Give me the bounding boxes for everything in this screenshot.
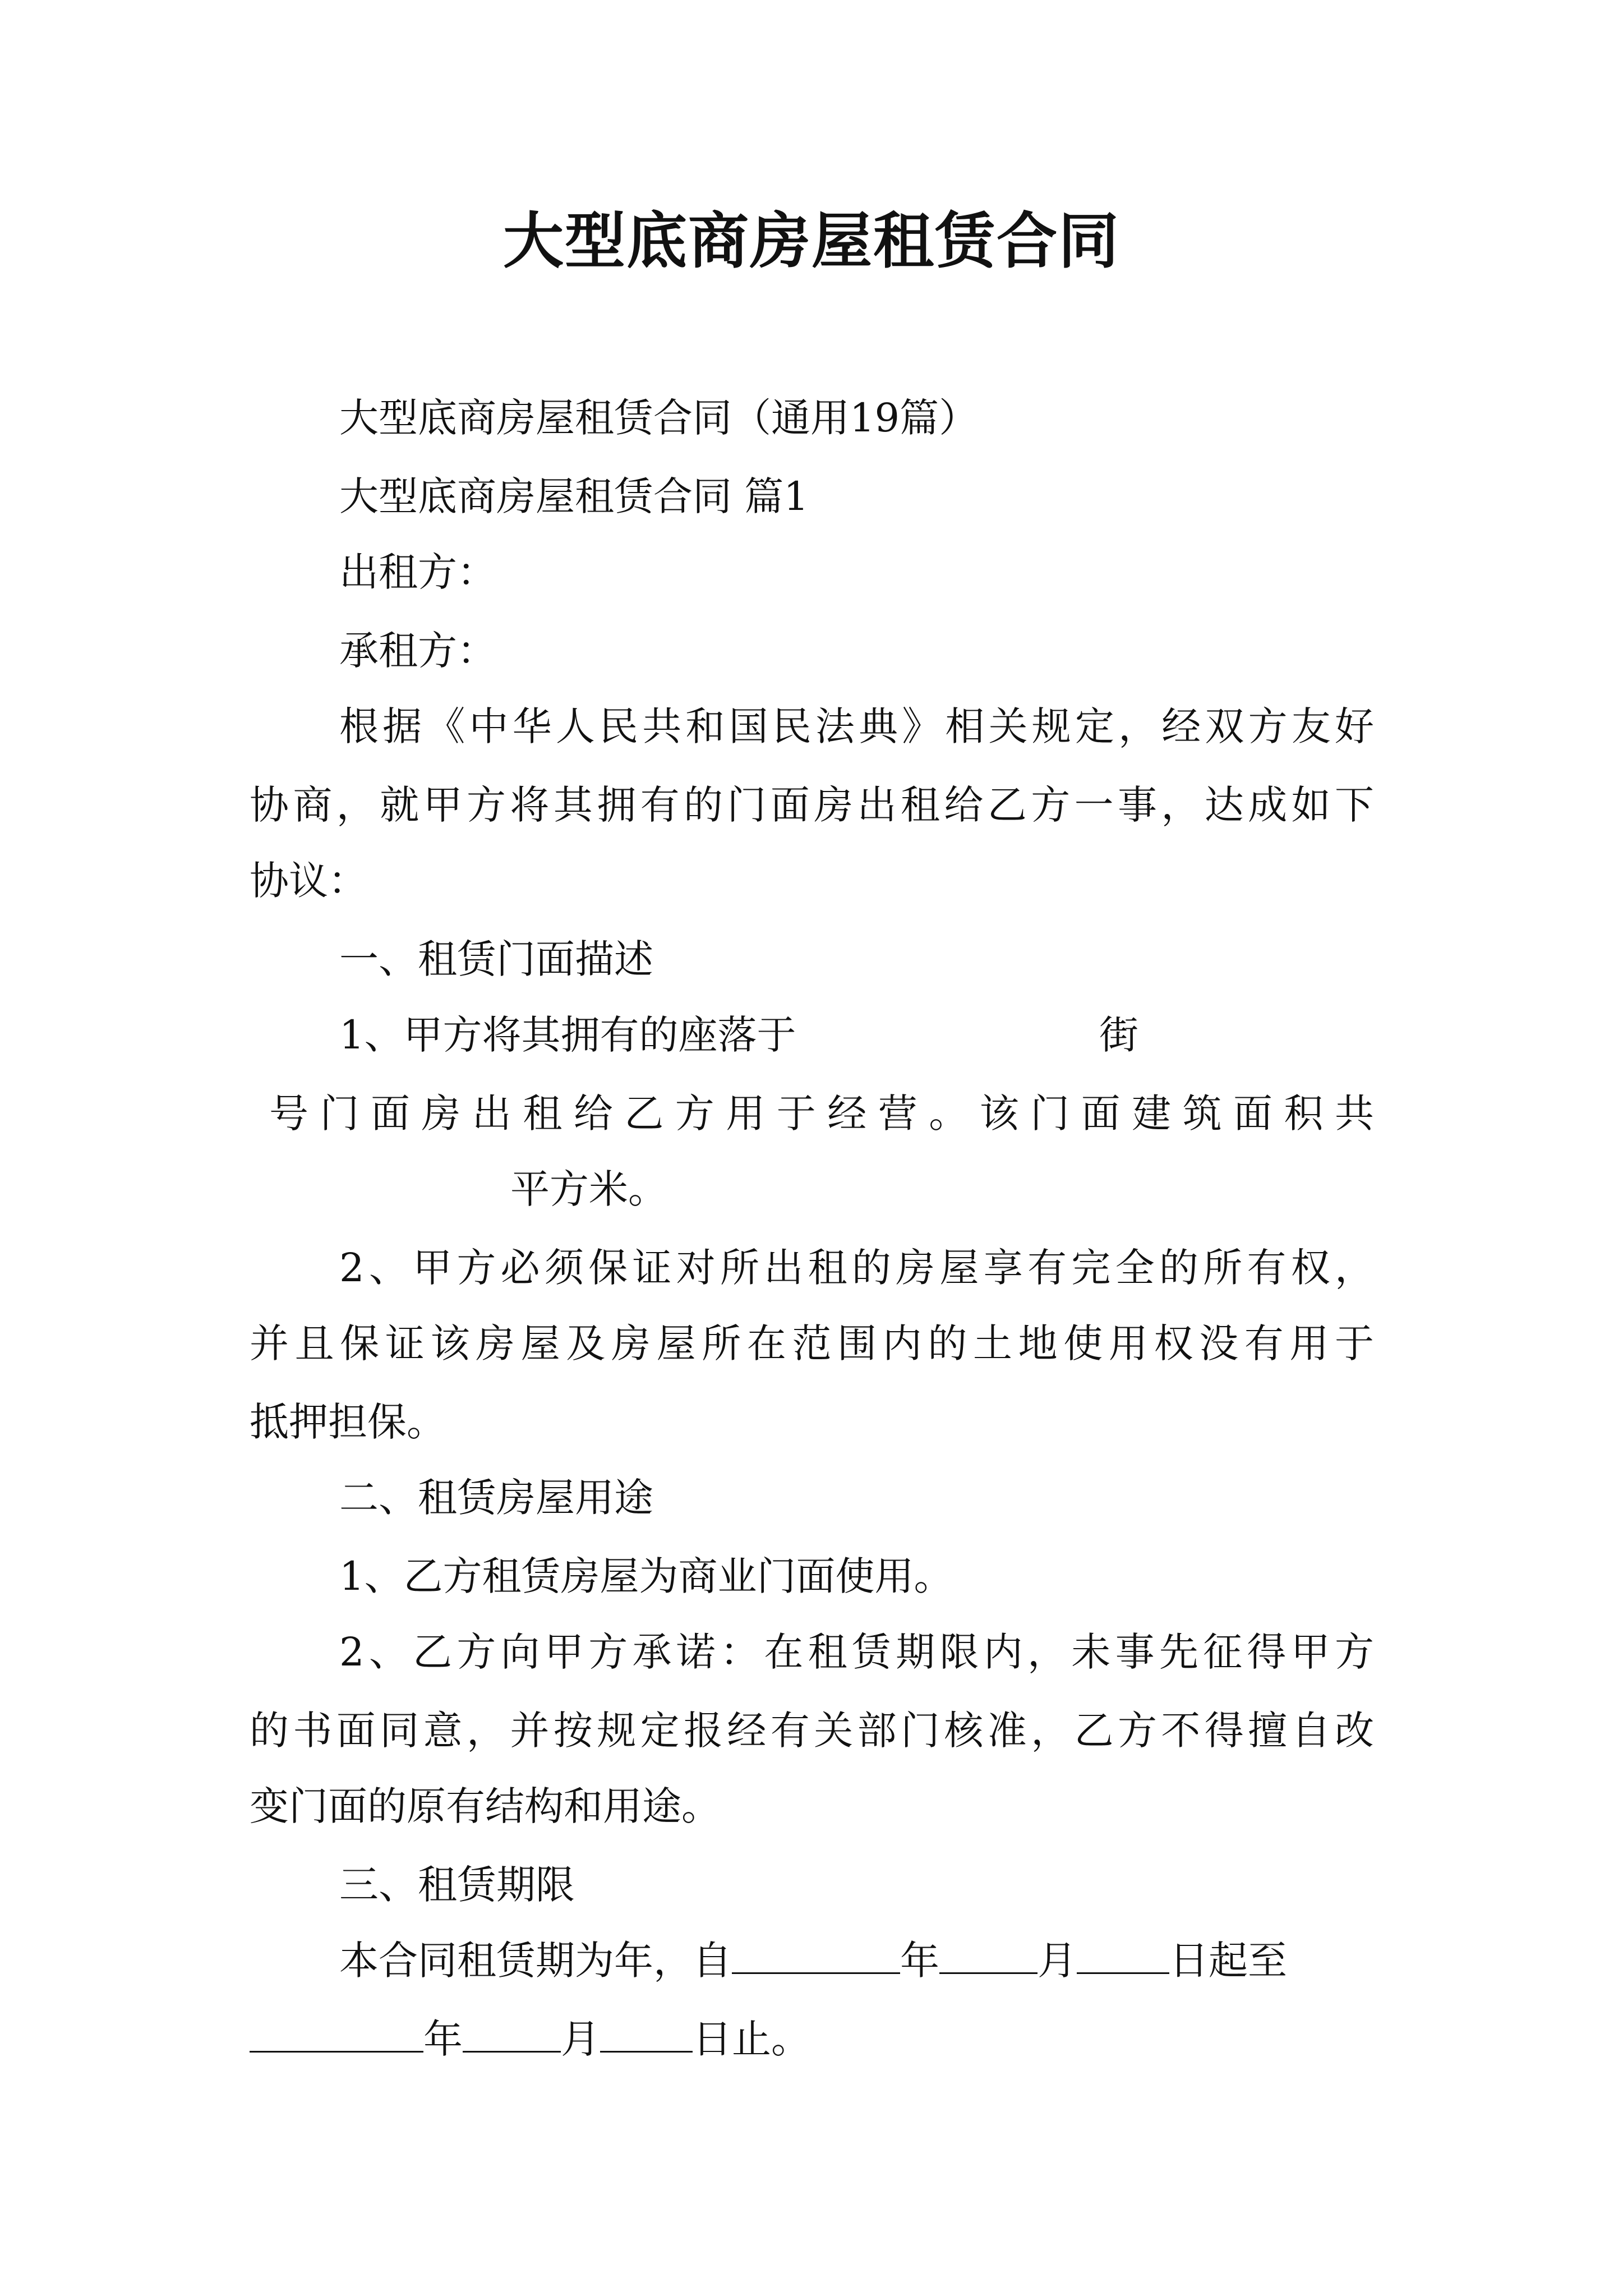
section1-item2-line-3: 抵押担保。 [250, 1399, 446, 1445]
section1-item1-part-b: 街 [1099, 1012, 1138, 1058]
start-month-label: 月 [1038, 1938, 1077, 1984]
intro-paragraph-line-2: 协商，就甲方将其拥有的门面房出租给乙方一事，达成如下 [250, 782, 1374, 828]
blank-end-day [600, 2017, 693, 2053]
end-month-label: 月 [561, 2016, 600, 2062]
section2-item2-line-1: 2、乙方向甲方承诺：在租赁期限内，未事先征得甲方 [339, 1629, 1374, 1675]
lessor-label: 出租方： [339, 549, 496, 595]
blank-end-year [250, 2017, 423, 2053]
blank-start-day [1077, 1939, 1169, 1974]
section1-item2-line-1: 2、甲方必须保证对所出租的房屋享有完全的所有权， [339, 1245, 1374, 1291]
section2-heading: 二、租赁房屋用途 [339, 1475, 653, 1521]
section2-item2-line-2: 的书面同意，并按规定报经有关部门核准，乙方不得擅自改 [250, 1708, 1374, 1754]
section3-heading: 三、租赁期限 [339, 1862, 575, 1908]
blank-end-month [463, 2017, 561, 2053]
lessee-label: 承租方： [339, 628, 496, 674]
section1-item1-part-d: 平方米。 [510, 1166, 667, 1212]
document-subtitle: 大型底商房屋租赁合同（通用19篇） [339, 395, 979, 441]
lease-term-line-1 [339, 1932, 1287, 1989]
end-day-label: 日止。 [693, 2016, 810, 2062]
section1-item2-line-2: 并且保证该房屋及房屋所在范围内的土地使用权没有用于 [250, 1320, 1374, 1366]
lease-term-line-2 [250, 2011, 810, 2067]
section2-item2-line-3: 变门面的原有结构和用途。 [250, 1783, 721, 1829]
intro-paragraph-line-3: 协议： [250, 858, 367, 904]
section1-item1-part-a: 1、甲方将其拥有的座落于 [339, 1012, 796, 1058]
section2-item1: 1、乙方租赁房屋为商业门面使用。 [339, 1553, 953, 1599]
intro-paragraph-line-1: 根据《中华人民共和国民法典》相关规定，经双方友好 [339, 703, 1374, 749]
section1-heading: 一、租赁门面描述 [339, 936, 653, 982]
start-year-label: 年 [900, 1938, 939, 1984]
section1-item1-part-c: 号门面房出租给乙方用于经营。该门面建筑面积共 [269, 1091, 1374, 1137]
blank-start-month [939, 1939, 1038, 1974]
chapter-heading: 大型底商房屋租赁合同 篇1 [339, 473, 809, 519]
lease-term-intro: 本合同租赁期为年，自 [339, 1938, 732, 1984]
end-year-label: 年 [423, 2016, 463, 2062]
start-day-label: 日起至 [1169, 1938, 1287, 1984]
blank-start-year [732, 1939, 900, 1974]
document-title: 大型底商房屋租赁合同 [502, 206, 1120, 277]
